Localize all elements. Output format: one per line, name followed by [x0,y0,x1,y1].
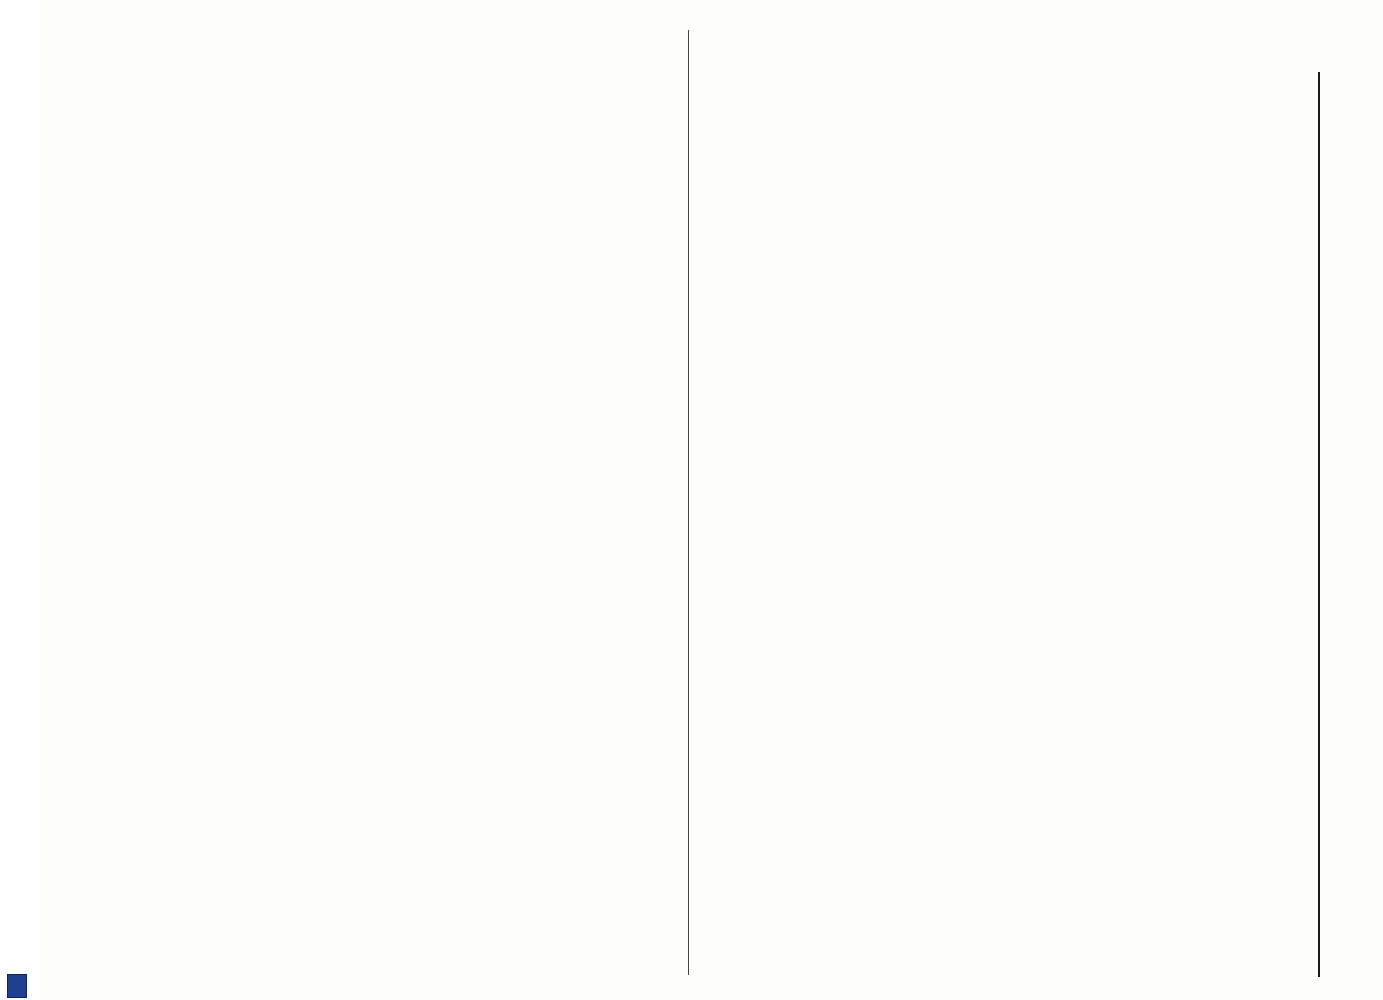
text-column-right [693,30,1283,975]
column-text [693,30,1283,975]
digitization-credit [2,0,32,1000]
column-divider [688,30,689,975]
page-header [1290,0,1343,1000]
header-rule [1318,72,1320,977]
text-column-left [80,30,685,975]
page-footer [48,0,76,1000]
dfg-logo-icon [7,974,27,998]
column-text [80,30,685,975]
